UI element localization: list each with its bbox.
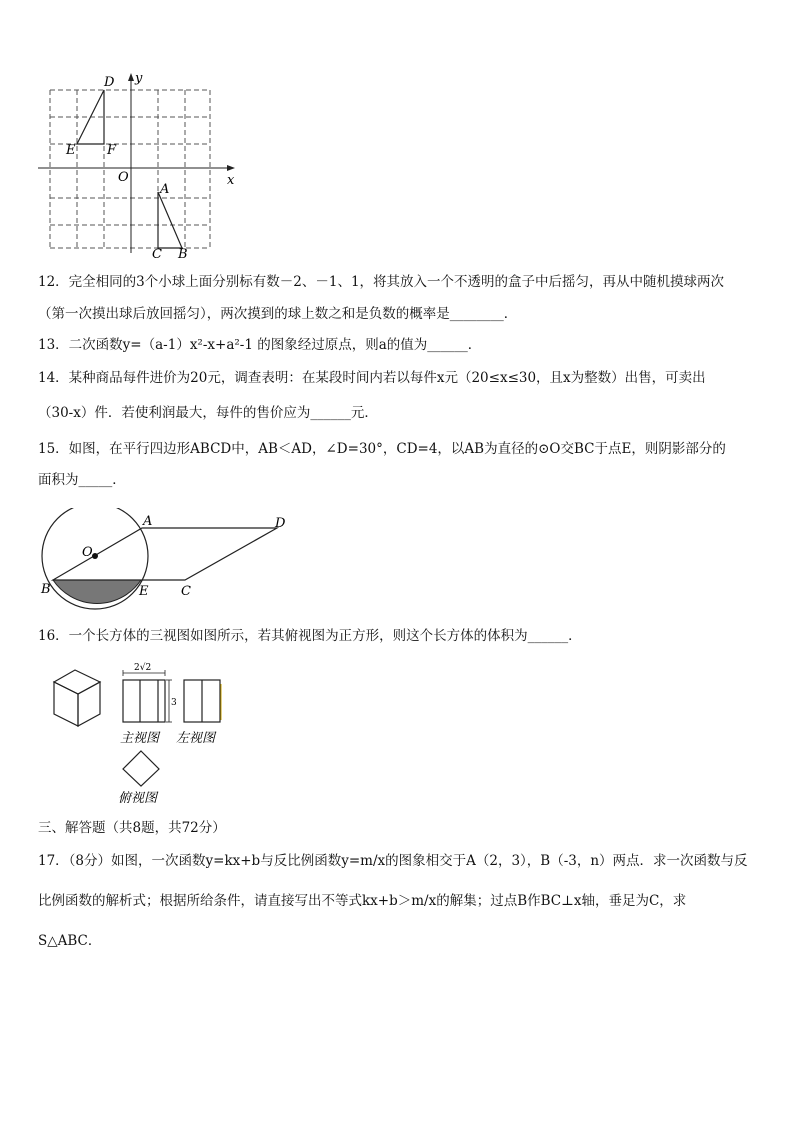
q13-line1: 13．二次函数y=（a-1）x²-x+a²-1 的图象经过原点，则a的值为______． (38, 337, 482, 353)
top-view (123, 751, 159, 786)
label-F: F (107, 143, 117, 158)
q12-line1: 12．完全相同的3个小球上面分别标有数－2、－1、1，将其放入一个不透明的盒子中后摇匀，再从中随机摸球两次 (38, 274, 725, 290)
q17-line3: S△ABC． (38, 933, 102, 949)
section3-heading: 三、解答题（共8题，共72分） (38, 820, 226, 836)
top-view-label: 俯视图 (118, 791, 158, 806)
label-A: A (143, 514, 153, 529)
label-O: O (118, 170, 129, 185)
x-axis-arrow (227, 165, 235, 171)
dim-top: 2√2 (134, 663, 152, 673)
q14-line1: 14．某种商品每件进价为20元，调查表明：在某段时间内若以每件x元（20≤x≤30，且x为整数）出售，可卖出 (38, 370, 706, 386)
q14-line2: （30-x）件．若使利润最大，每件的售价应为______元． (38, 405, 378, 421)
parallelogram-circle-figure (35, 508, 295, 613)
label-A: A (160, 182, 170, 197)
triangle-abc (158, 192, 182, 248)
q16-line1: 16．一个长方体的三视图如图所示，若其俯视图为正方形，则这个长方体的体积为______． (38, 628, 582, 644)
three-views-figure (40, 658, 240, 808)
front-view-label: 主视图 (120, 731, 160, 746)
q17-line1: 17．（8分）如图，一次函数y=kx+b与反比例函数y=m/x的图象相交于A（2，3），B（-3，n）两点．求一次函数与反 (38, 853, 748, 869)
label-C: C (181, 584, 191, 599)
label-x: x (227, 173, 235, 188)
label-D: D (104, 75, 115, 90)
center-dot (92, 553, 98, 559)
label-E: E (66, 143, 76, 158)
q15-line1: 15．如图，在平行四边形ABCD中，AB＜AD，∠D=30°，CD=4，以AB为直径的⊙O交BC于点E，则阴影部分的 (38, 441, 726, 457)
front-view (123, 680, 165, 722)
q12-line2: （第一次摸出球后放回摇匀），两次摸到的球上数之和是负数的概率是________． (38, 306, 518, 322)
coordinate-grid-figure (30, 68, 245, 258)
label-y: y (135, 71, 143, 86)
label-B: B (41, 582, 51, 597)
y-axis-arrow (128, 73, 134, 81)
dim-side: 3 (171, 698, 177, 708)
left-view-label: 左视图 (176, 731, 216, 746)
left-view (184, 680, 220, 722)
label-C: C (152, 247, 162, 258)
q15-line2: 面积为_____． (38, 472, 126, 488)
label-E: E (139, 584, 149, 599)
q17-line2: 比例函数的解析式；根据所给条件，请直接写出不等式kx+b＞m/x的解集；过点B作BC⊥x轴，垂足为C，求 (38, 893, 687, 909)
cuboid-3d (54, 670, 100, 726)
label-D: D (275, 516, 286, 531)
label-O: O (82, 545, 93, 560)
grid-lines (50, 90, 210, 248)
label-B: B (178, 247, 188, 258)
